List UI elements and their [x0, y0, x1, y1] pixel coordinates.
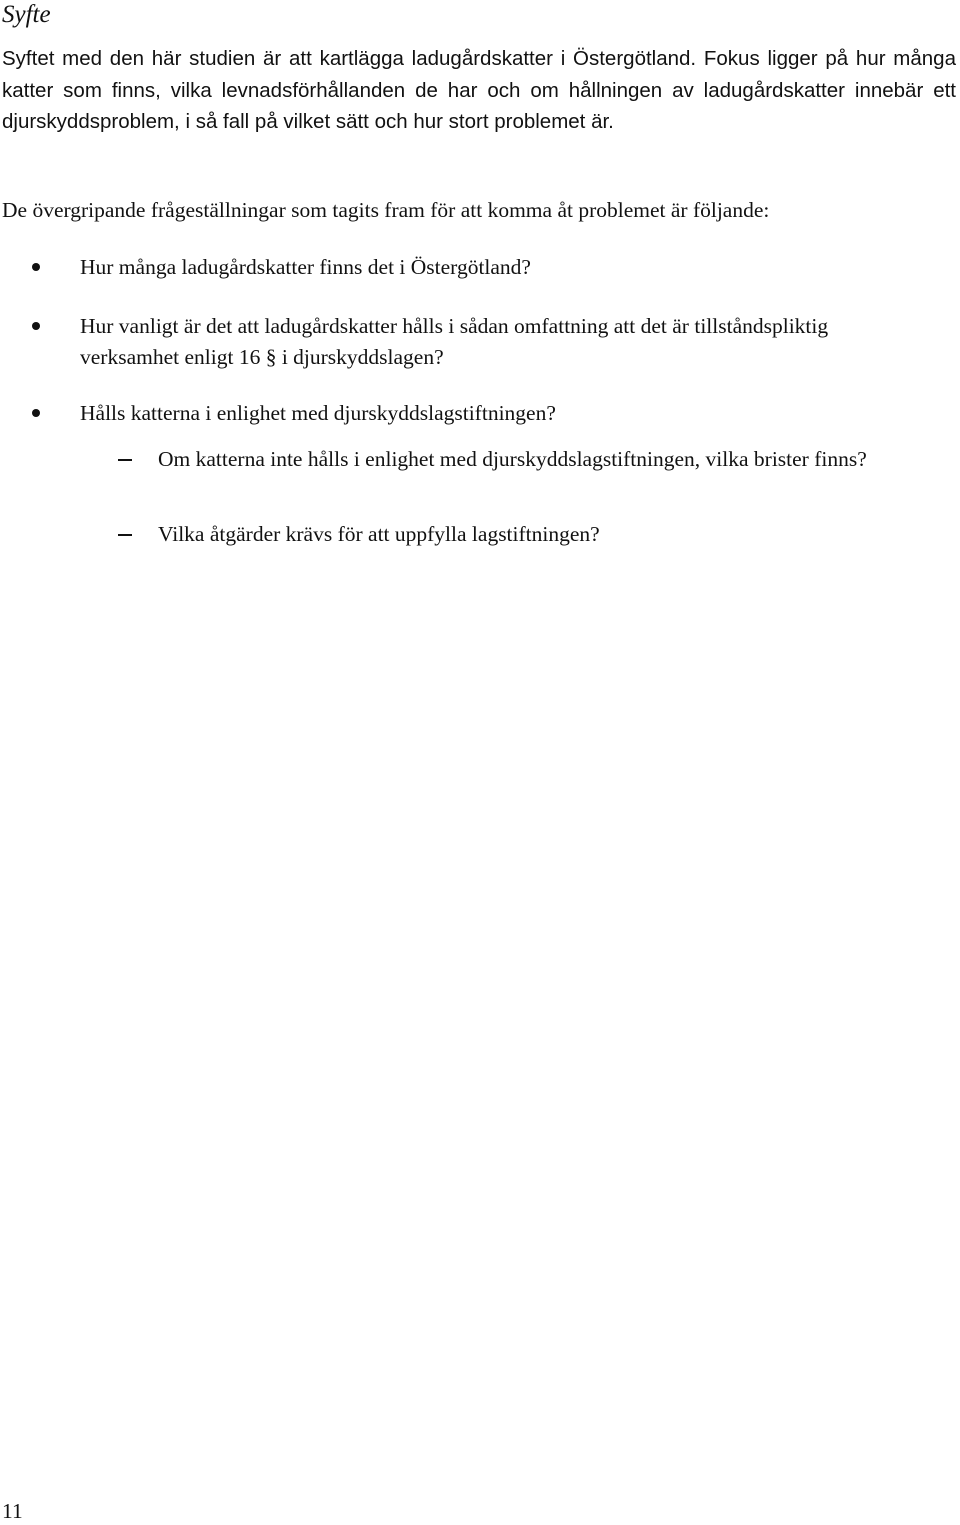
- section-heading: Syfte: [2, 1, 51, 28]
- dash-icon: [118, 459, 132, 461]
- list-item-text: Hur många ladugårdskatter finns det i Östergötland?: [80, 255, 531, 279]
- bullet-icon: [32, 409, 40, 417]
- bullet-icon: [32, 322, 40, 330]
- page-number: 11: [2, 1499, 23, 1523]
- bullet-icon: [32, 263, 40, 271]
- intro-paragraph: Syftet med den här studien är att kartlägga ladugårdskatter i Östergötland. Fokus ligger på hur många katter som finns, vilka levnadsförhållanden de har och om hållningen av ladugårdskatter innebär ett djurskyddsproblem, i så fall på vilket sätt och hur stort problemet är.: [2, 47, 956, 133]
- sub-list-item-text: Om katterna inte hålls i enlighet med djurskyddslagstiftningen, vilka brister finns?: [158, 447, 867, 471]
- dash-icon: [118, 534, 132, 536]
- list-item-text: Hur vanligt är det att ladugårdskatter hålls i sådan omfattning att det är tillståndspliktig verksamhet enligt 16 § i djurskyddslagen?: [80, 314, 829, 369]
- sub-list-item-text: Vilka åtgärder krävs för att uppfylla lagstiftningen?: [158, 522, 600, 546]
- list-item-text: Hålls katterna i enlighet med djurskyddslagstiftningen?: [80, 401, 556, 425]
- questions-lead: De övergripande frågeställningar som tagits fram för att komma åt problemet är följande:: [2, 198, 770, 222]
